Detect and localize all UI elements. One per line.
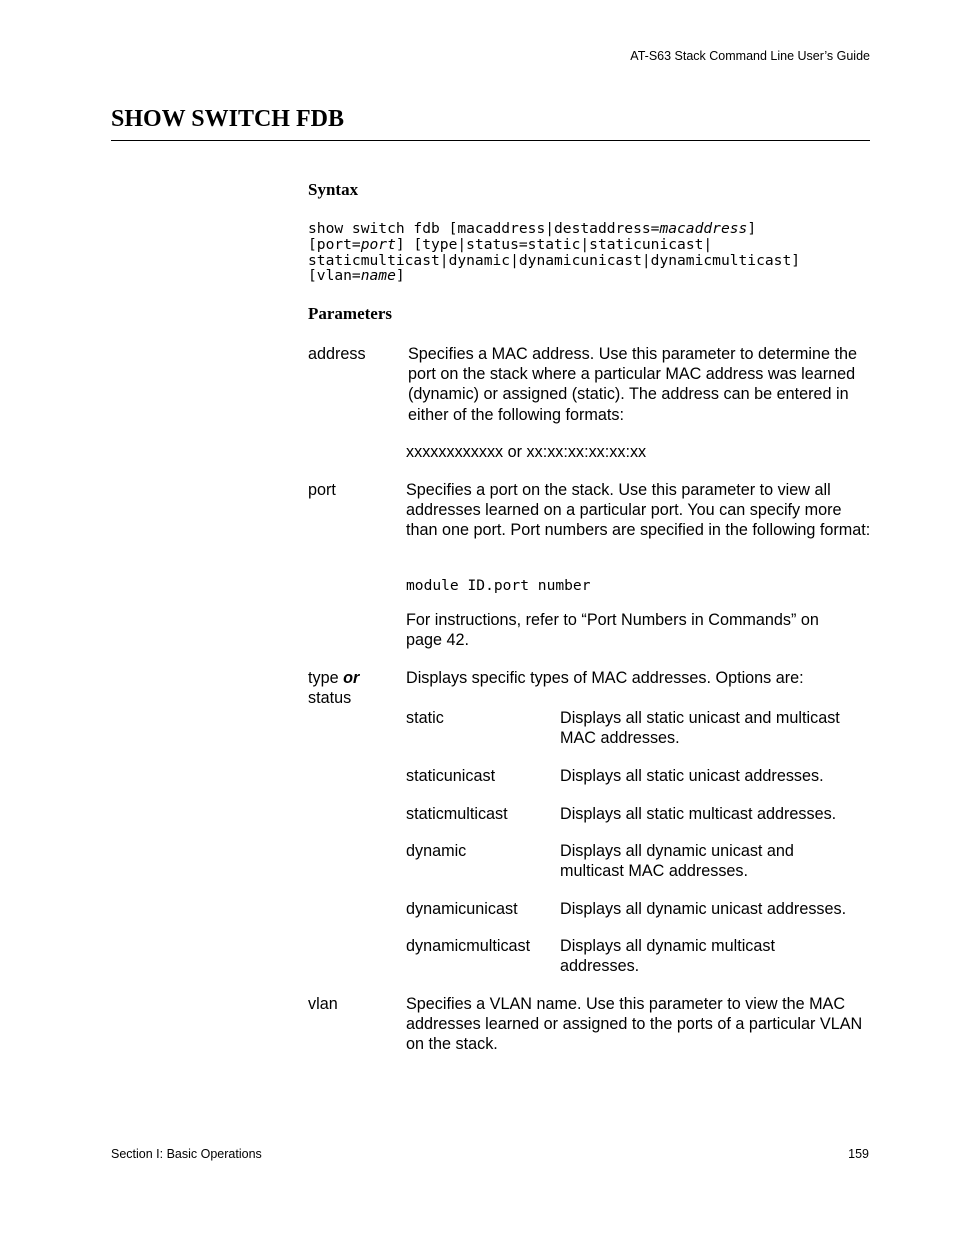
param-vlan-label: vlan (308, 995, 338, 1013)
option-dynamicmulticast-name: dynamicmulticast (406, 937, 531, 955)
param-vlan-desc: Specifies a VLAN name. Use this parameter to view the MAC addresses learned or assigned to the ports of a particular VLAN on the stack. (406, 995, 863, 1054)
syntax-line1-post: ] (747, 220, 757, 237)
syntax-line1-var: macaddress (659, 220, 748, 237)
param-type-label-pre: type (308, 669, 344, 687)
option-static-name: static (406, 709, 444, 727)
syntax-line4-var: name (360, 267, 396, 285)
param-port-reference: For instructions, refer to “Port Numbers in Commands” on page 42. (406, 611, 819, 650)
syntax-heading: Syntax (308, 180, 359, 199)
param-port-format: module ID.port number (406, 577, 591, 594)
param-type-desc: Displays specific types of MAC addresses. Options are: (406, 669, 804, 687)
option-dynamicunicast-desc: Displays all dynamic unicast addresses. (560, 900, 847, 918)
param-address-formats: xxxxxxxxxxxx or xx:xx:xx:xx:xx:xx (406, 443, 647, 461)
param-port-desc: Specifies a port on the stack. Use this parameter to view all addresses learned on a particular port. You can specify more than one port. Port numbers are specified in the following format: (406, 481, 871, 540)
option-dynamic-name: dynamic (406, 842, 467, 860)
syntax-line2-post: ] [type|status=static|staticunicast| (395, 235, 713, 253)
param-type-label (308, 668, 359, 708)
option-dynamicunicast-name: dynamicunicast (406, 900, 518, 918)
parameters-heading: Parameters (308, 304, 393, 323)
syntax-line3: staticmulticast|dynamic|dynamicunicast|dynamicmulticast] (308, 251, 801, 269)
syntax-line1-pre: show switch fdb [macaddress|destaddress= (308, 220, 660, 237)
option-dynamic-desc: Displays all dynamic unicast and multicast MAC addresses. (560, 842, 794, 881)
param-type-label-or: or (343, 669, 360, 687)
param-port-label: port (308, 481, 336, 499)
title-rule (111, 140, 870, 141)
option-staticmulticast-desc: Displays all static multicast addresses. (560, 805, 837, 823)
option-dynamicmulticast-desc: Displays all dynamic multicast addresses. (560, 937, 775, 976)
syntax-line4-post: ] (395, 267, 405, 285)
param-address-label: address (308, 345, 366, 363)
page-title: SHOW SWITCH FDB (111, 106, 344, 132)
option-staticmulticast-name: staticmulticast (406, 805, 508, 823)
running-header: AT-S63 Stack Command Line User’s Guide (630, 49, 870, 63)
option-static-desc: Displays all static unicast and multicast MAC addresses. (560, 709, 840, 748)
syntax-line2-var: port (360, 235, 396, 253)
param-type-label-post: status (308, 689, 352, 708)
footer-section: Section I: Basic Operations (111, 1147, 262, 1161)
page-number: 159 (848, 1147, 869, 1161)
syntax-block (308, 221, 800, 284)
option-staticunicast-desc: Displays all static unicast addresses. (560, 767, 824, 785)
syntax-line4-pre: [vlan= (308, 267, 361, 285)
syntax-line2-pre: [port= (308, 235, 361, 253)
param-address-desc: Specifies a MAC address. Use this parameter to determine the port on the stack where a particular MAC address was learned (dynamic) or assigned (static). The address can be entered in either of the following formats: (408, 345, 857, 424)
option-staticunicast-name: staticunicast (406, 767, 496, 785)
